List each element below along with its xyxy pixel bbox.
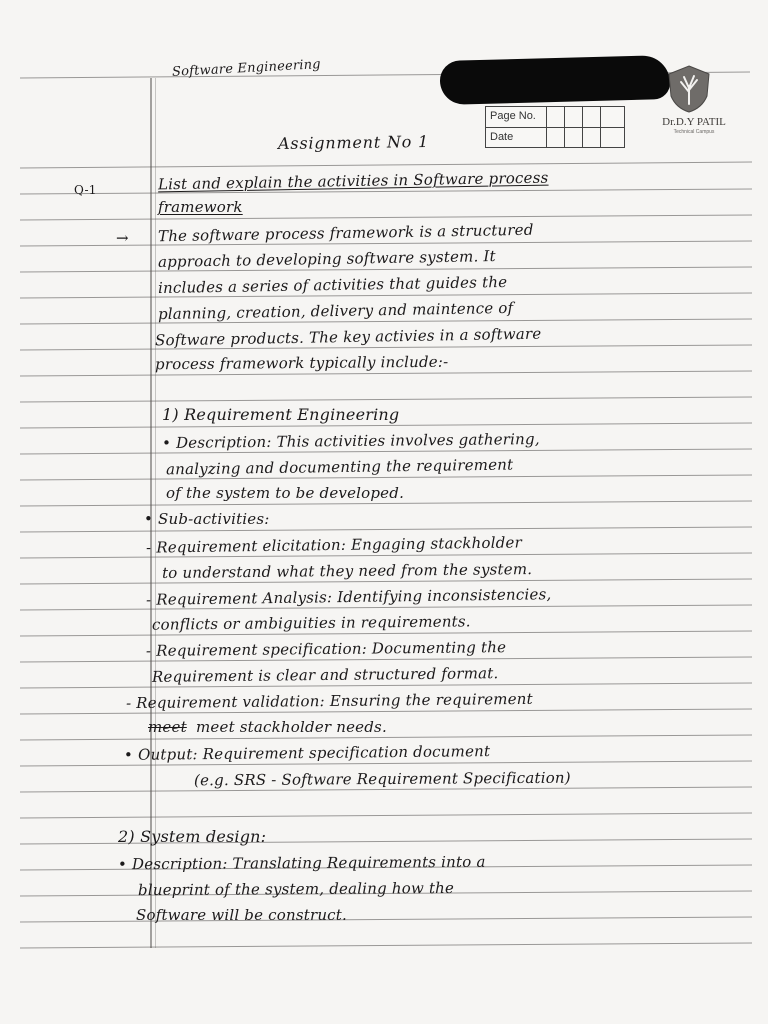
text-line: includes a series of activities that guides the <box>157 272 508 298</box>
brand-name: Dr.D.Y PATIL <box>662 116 726 128</box>
text-line: • Output: Requirement specification document <box>123 742 491 764</box>
redacted-area <box>439 55 670 105</box>
text-line: • Description: This activities involves gathering, <box>161 430 540 452</box>
text-line: The software process framework is a structured <box>157 220 534 246</box>
text-line: to understand what they need from the system. <box>161 560 533 582</box>
arrow-icon: → <box>116 229 129 247</box>
page-date-box <box>485 106 625 148</box>
page-no-row <box>486 107 624 128</box>
section-heading: 1) Requirement Engineering <box>162 405 400 424</box>
text-line: • Description: Translating Requirements into a <box>117 852 486 874</box>
text-line: blueprint of the system, dealing how the <box>137 878 455 900</box>
text-line: conflicts or ambiguities in requirements. <box>151 612 471 634</box>
text-line: - Requirement elicitation: Engaging stackholder <box>145 533 523 557</box>
text-line: - Requirement Analysis: Identifying inconsistencies, <box>145 585 552 609</box>
brand-subtitle: Technical Campus <box>673 129 715 135</box>
text-line: - Requirement specification: Documenting the <box>145 638 507 660</box>
page-no-label: Page No. <box>490 110 536 122</box>
text-line: analyzing and documenting the requirement <box>165 455 514 479</box>
section-heading: 2) System design: <box>118 827 267 846</box>
question-label: Q-1 <box>74 183 97 197</box>
tree-shield-icon <box>664 64 714 114</box>
text-line: process framework typically include:- <box>154 352 449 374</box>
date-row <box>486 128 624 148</box>
subject-title: Software Engineering <box>171 57 322 80</box>
text-line: planning, creation, delivery and maintence of <box>157 298 514 324</box>
text-line: Software will be construct. <box>136 906 347 924</box>
text-line: • Sub-activities: <box>144 510 270 528</box>
crossed-out-word: meet <box>148 718 187 736</box>
text-line: of the system to be developed. <box>166 484 405 502</box>
text-line: Software products. The key activies in a software <box>154 324 542 350</box>
assignment-title: Assignment No 1 <box>277 131 430 154</box>
text-line: List and explain the activities in Software process <box>157 168 549 194</box>
text-line: framework <box>158 198 243 216</box>
text-line: Requirement is clear and structured format. <box>151 664 499 686</box>
text-line: approach to developing software system. It <box>157 247 496 271</box>
text-line: meet stackholder needs. <box>196 718 387 736</box>
text-line: - Requirement validation: Ensuring the requirement <box>125 689 533 713</box>
text-line: (e.g. SRS - Software Requirement Specification) <box>193 768 571 790</box>
date-label: Date <box>490 131 514 143</box>
